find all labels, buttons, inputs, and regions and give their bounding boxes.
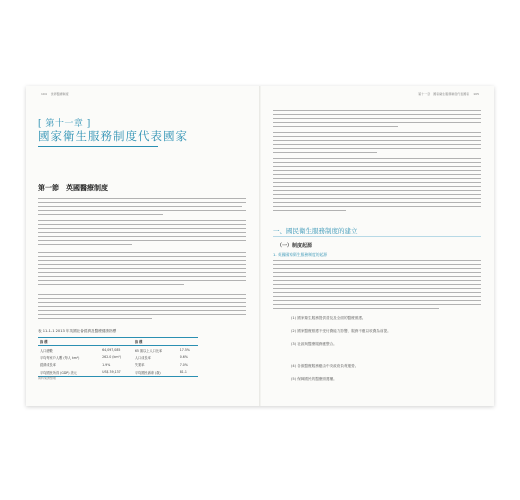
table-cell: 平均國民所得 (GDP) 美元 bbox=[38, 369, 100, 377]
table-header-cell: 指 標 bbox=[133, 338, 178, 346]
right-body-text-2 bbox=[273, 132, 481, 156]
left-body-text-4 bbox=[38, 294, 246, 322]
table-cell: 64,097,085 bbox=[102, 348, 121, 353]
principle-item: (3) 社區與醫療服務應整合。 bbox=[291, 342, 337, 346]
right-body-text-1 bbox=[273, 110, 481, 130]
table-row bbox=[38, 346, 198, 354]
chapter-label: [ 第十一章 ] bbox=[38, 119, 91, 129]
right-running-head bbox=[418, 92, 482, 96]
table-row bbox=[38, 369, 198, 377]
table-caption: 表 11-1-1 2013 年英國社會經濟及醫療健康指標 bbox=[38, 329, 117, 333]
chapter-rule bbox=[38, 146, 158, 147]
right-page bbox=[261, 86, 494, 406]
table-cell: 1.9% bbox=[102, 362, 111, 367]
section-rule bbox=[273, 236, 481, 237]
table-header-cell: 指 標 bbox=[38, 338, 100, 346]
table-cell: 失業率 bbox=[134, 363, 145, 368]
table-cell: 人口總數 bbox=[40, 348, 53, 353]
table-cell: 17.5% bbox=[179, 348, 190, 353]
principle-item: (5) 保障國民的醫療照護權。 bbox=[291, 377, 337, 381]
left-body-text-3 bbox=[38, 252, 246, 288]
table-row bbox=[38, 361, 198, 368]
table-cell: 81.1 bbox=[178, 369, 198, 377]
chapter-title: 國家衛生服務制度代表國家 bbox=[38, 129, 188, 143]
table-cell: 人口成長率 bbox=[134, 355, 151, 360]
left-page-number: 104 bbox=[41, 92, 47, 96]
right-page-number: 105 bbox=[473, 92, 479, 96]
right-body-text-3 bbox=[273, 158, 481, 214]
table-cell: 0.6% bbox=[179, 355, 188, 360]
book-spread bbox=[26, 86, 494, 406]
right-body-text-4 bbox=[273, 260, 481, 312]
sub-heading-origin-detail: 1. 英國國家衛生服務制度的起源 bbox=[273, 252, 328, 257]
table-cell: 經濟成長率 bbox=[40, 363, 56, 368]
sub-heading-origin: （一）制度起源 bbox=[277, 243, 313, 249]
table-cell: 7.0% bbox=[179, 362, 188, 367]
table-cell: 平均國民壽命 (歲) bbox=[133, 369, 178, 377]
section-title-nhs: 一、國民衛生服務制度的建立 bbox=[273, 227, 358, 235]
right-running-head-text: 第十一章 國家衛生服務制度代表國家 bbox=[418, 92, 470, 96]
left-running-head-text: 世界醫療制度 bbox=[50, 92, 69, 96]
section-title-uk: 第一節 英國醫療制度 bbox=[38, 184, 108, 192]
table-header-cell bbox=[100, 338, 133, 346]
table-cell: US$ 39,137 bbox=[100, 369, 133, 377]
left-body-text-2 bbox=[38, 220, 246, 248]
table-header-row bbox=[38, 338, 198, 346]
table-cell: 65 歲以上人口比率 bbox=[134, 348, 163, 353]
left-body-text-1 bbox=[38, 198, 246, 218]
table-cell: 262.0 (km²) bbox=[102, 355, 121, 360]
principle-item: (4) 各級醫療服務應由中央政府負責運營。 bbox=[291, 364, 359, 368]
table-row bbox=[38, 354, 198, 361]
left-page bbox=[26, 86, 259, 406]
principle-item: (1) 國家衛生服務提供普及及全面的醫療照護。 bbox=[291, 316, 366, 320]
table-header-cell bbox=[178, 338, 198, 346]
table-note: 資料來源整理 bbox=[38, 376, 57, 380]
left-running-head bbox=[38, 92, 69, 96]
table-cell: 平均每家戶人數 (每人 km²) bbox=[40, 355, 80, 360]
indicator-table bbox=[38, 337, 198, 377]
principle-item: (2) 國家醫療照護不受付費能力影響，服務不應以收費為前提。 bbox=[291, 329, 391, 333]
